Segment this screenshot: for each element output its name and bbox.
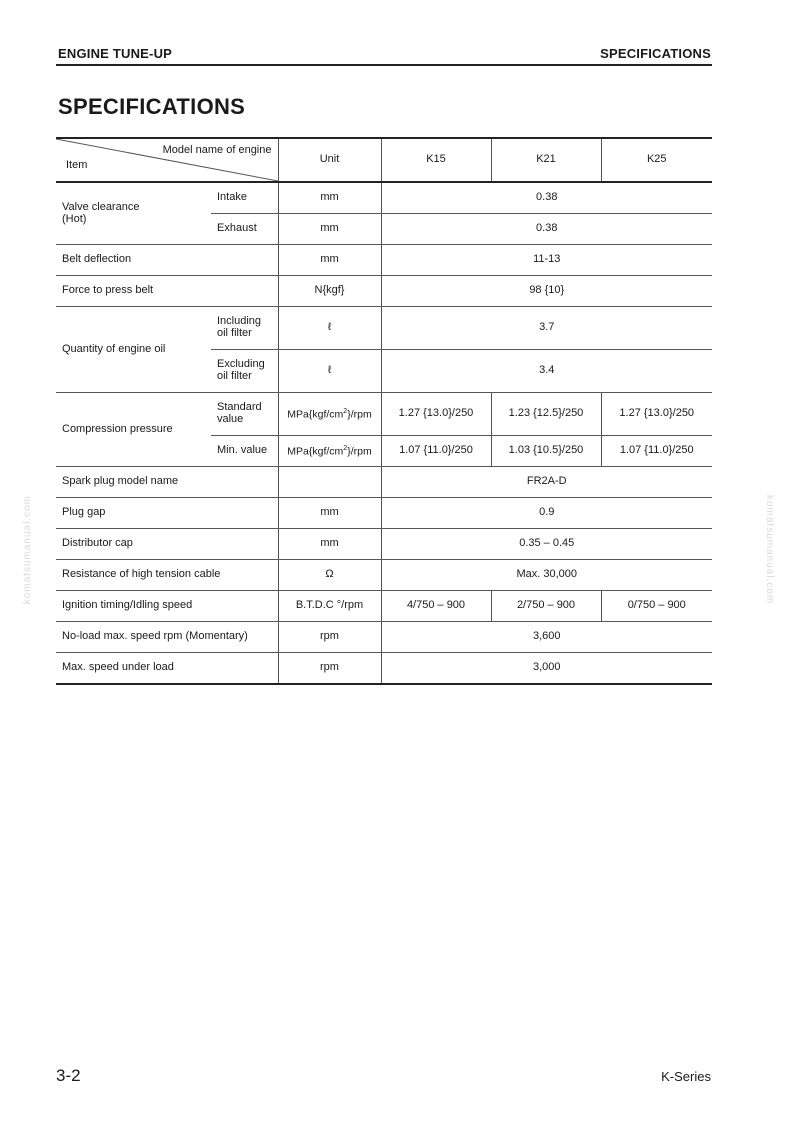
- table-row: [56, 653, 712, 685]
- unit-header: Unit: [278, 138, 381, 182]
- unit-max-under-load: rpm: [278, 653, 381, 685]
- value-spark-plug: FR2A-D: [381, 467, 712, 498]
- unit-noload: rpm: [278, 622, 381, 653]
- header-rule: [56, 64, 712, 66]
- header-page-topic: SPECIFICATIONS: [600, 46, 711, 61]
- item-engine-oil: Quantity of engine oil: [56, 307, 211, 393]
- watermark-right: komatsumanual.com: [764, 495, 775, 605]
- unit-including-filter: ℓ: [278, 307, 381, 350]
- unit-intake: mm: [278, 182, 381, 214]
- unit-force-press-belt: N{kgf}: [278, 276, 381, 307]
- model-header-k25: K25: [601, 138, 712, 182]
- table-row: [56, 245, 712, 276]
- unit-spark-plug: [278, 467, 381, 498]
- value-ignition-k21: 2/750 – 900: [491, 591, 601, 622]
- table-row: [56, 622, 712, 653]
- item-high-tension: Resistance of high tension cable: [56, 560, 278, 591]
- item-force-press-belt: Force to press belt: [56, 276, 278, 307]
- series-label: K-Series: [661, 1069, 711, 1084]
- unit-min-value: $MPa\{kgf/cm^2\}$/rpm: [278, 436, 381, 467]
- table-row: [56, 591, 712, 622]
- value-plug-gap: 0.9: [381, 498, 712, 529]
- model-header-k21: K21: [491, 138, 601, 182]
- unit-exhaust: mm: [278, 214, 381, 245]
- table-row: [56, 393, 712, 436]
- header-section-title: ENGINE TUNE-UP: [58, 46, 173, 61]
- sub-including-filter: Including oil filter: [211, 307, 278, 350]
- unit-ignition: B.T.D.C °/rpm: [278, 591, 381, 622]
- value-belt-deflection: 11-13: [381, 245, 712, 276]
- sub-exhaust: Exhaust: [211, 214, 278, 245]
- table-row: [56, 276, 712, 307]
- item-belt-deflection: Belt deflection: [56, 245, 278, 276]
- sub-intake: Intake: [211, 182, 278, 214]
- item-noload: No-load max. speed rpm (Momentary): [56, 622, 278, 653]
- value-noload: 3,600: [381, 622, 712, 653]
- unit-excluding-filter: ℓ: [278, 350, 381, 393]
- model-header-k15: K15: [381, 138, 491, 182]
- unit-distributor-cap: mm: [278, 529, 381, 560]
- value-max-under-load: 3,000: [381, 653, 712, 685]
- unit-high-tension: Ω: [278, 560, 381, 591]
- value-intake: 0.38: [381, 182, 712, 214]
- table-row: [56, 560, 712, 591]
- item-max-under-load: Max. speed under load: [56, 653, 278, 685]
- value-ignition-k15: 4/750 – 900: [381, 591, 491, 622]
- value-min-k21: 1.03 {10.5}/250: [491, 436, 601, 467]
- value-distributor-cap: 0.35 – 0.45: [381, 529, 712, 560]
- value-ignition-k25: 0/750 – 900: [601, 591, 712, 622]
- page-title: SPECIFICATIONS: [58, 94, 246, 119]
- value-min-k15: 1.07 {11.0}/250: [381, 436, 491, 467]
- corner-header-cell: [56, 138, 278, 182]
- watermark-left: komatsumanual.com: [22, 495, 33, 605]
- item-compression: Compression pressure: [56, 393, 211, 467]
- value-min-k25: 1.07 {11.0}/250: [601, 436, 712, 467]
- specifications-table: [56, 137, 712, 685]
- value-force-press-belt: 98 {10}: [381, 276, 712, 307]
- value-standard-k25: 1.27 {13.0}/250: [601, 393, 712, 436]
- value-exhaust: 0.38: [381, 214, 712, 245]
- corner-model-label: Model name of engine: [162, 144, 272, 156]
- value-including-filter: 3.7: [381, 307, 712, 350]
- sub-excluding-filter: Excluding oil filter: [211, 350, 278, 393]
- sub-min-value: Min. value: [211, 436, 278, 467]
- table-row: [56, 182, 712, 214]
- item-plug-gap: Plug gap: [56, 498, 278, 529]
- page-number: 3-2: [56, 1066, 81, 1085]
- table-row: [56, 498, 712, 529]
- table-header-row: [56, 138, 712, 182]
- unit-belt-deflection: mm: [278, 245, 381, 276]
- item-spark-plug: Spark plug model name: [56, 467, 278, 498]
- table-row: [56, 529, 712, 560]
- value-excluding-filter: 3.4: [381, 350, 712, 393]
- value-standard-k21: 1.23 {12.5}/250: [491, 393, 601, 436]
- table-row: [56, 307, 712, 350]
- sub-standard-value: Standard value: [211, 393, 278, 436]
- table-row: [56, 467, 712, 498]
- corner-item-label: Item: [66, 159, 88, 172]
- item-ignition: Ignition timing/Idling speed: [56, 591, 278, 622]
- unit-plug-gap: mm: [278, 498, 381, 529]
- item-distributor-cap: Distributor cap: [56, 529, 278, 560]
- unit-standard-value: $MPa\{kgf/cm^2\}$/rpm: [278, 393, 381, 436]
- value-high-tension: Max. 30,000: [381, 560, 712, 591]
- value-standard-k15: 1.27 {13.0}/250: [381, 393, 491, 436]
- item-valve-clearance: Valve clearance (Hot): [56, 182, 211, 245]
